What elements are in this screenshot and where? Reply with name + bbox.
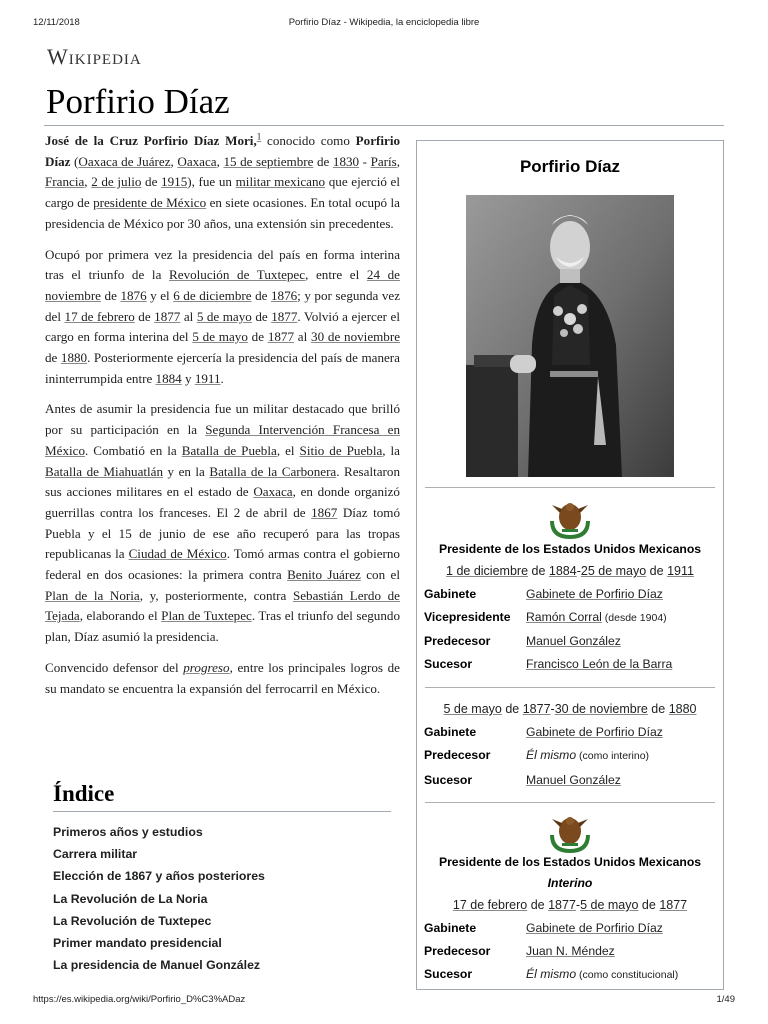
row-value-link[interactable]: Ramón Corral	[526, 610, 602, 624]
text: y el	[146, 287, 174, 303]
link-1877[interactable]: 1877	[271, 308, 298, 324]
link-paris[interactable]: París	[370, 153, 397, 169]
row-note: (como constitucional)	[576, 969, 679, 981]
row-label: Vicepresidente	[424, 610, 511, 624]
text: de	[251, 287, 271, 303]
toc-item[interactable]: Primer mandato presidencial	[53, 935, 222, 950]
link-ciudad-mexico[interactable]: Ciudad de México	[128, 546, 227, 562]
paragraph-intro	[45, 131, 400, 235]
interim-label: Interino	[547, 876, 593, 890]
text: ,	[84, 174, 92, 190]
row-label: Sucesor	[424, 773, 473, 787]
row-label: Predecesor	[424, 748, 491, 762]
row-value-link[interactable]: Gabinete de Porfirio Díaz	[526, 587, 663, 601]
row-note: (como interino)	[576, 750, 650, 762]
text: de	[646, 564, 668, 578]
infobox-row-cabinet	[424, 587, 717, 605]
paragraph-progress	[45, 658, 400, 699]
toc-item[interactable]: La Revolución de La Noria	[53, 891, 208, 906]
print-footer	[33, 994, 735, 1008]
text: . Resaltaron sus acciones militares en el estado de	[45, 463, 401, 500]
text: al	[180, 308, 197, 324]
link-batalla-miahuatlan[interactable]: Batalla de Miahuatlán	[45, 463, 164, 479]
link-30-noviembre[interactable]: 30 de noviembre	[311, 329, 401, 345]
text: y en la	[163, 463, 210, 479]
row-value-link[interactable]: Francisco León de la Barra	[526, 657, 673, 671]
text: de	[134, 308, 155, 324]
infobox-row-predecessor	[424, 634, 717, 652]
link-1877[interactable]: 1877	[154, 308, 181, 324]
infobox-row-successor	[424, 773, 717, 791]
office-heading: Presidente de los Estados Unidos Mexicanos	[438, 542, 702, 556]
term-end-date-link[interactable]: 30 de noviembre	[554, 702, 648, 716]
infobox-separator	[425, 687, 715, 688]
text: de	[528, 564, 549, 578]
mexico-coat-of-arms-icon	[548, 813, 592, 853]
text: ), fue un	[187, 174, 236, 190]
text: de	[501, 702, 523, 716]
link-sitio-puebla[interactable]: Sitio de Puebla	[299, 442, 383, 458]
text: en siete ocasiones. En total ocupó la presidencia de México por 30 años, una extensión sin precedentes.	[45, 195, 400, 231]
link-17-febrero[interactable]: 17 de febrero	[64, 308, 135, 324]
link-6-diciembre[interactable]: 6 de diciembre	[173, 287, 252, 303]
text: Díaz tomó Puebla y el 15 de junio de ese año recuperó para las tropas republicanas la	[45, 504, 400, 562]
portrait-photo[interactable]	[466, 195, 674, 477]
bold-short-name: Porfirio Díaz	[45, 133, 401, 169]
link-1876[interactable]: 1876	[270, 287, 298, 303]
row-value: Él mismo	[526, 967, 577, 981]
link-1915[interactable]: 1915	[161, 174, 188, 190]
text: . Posteriormente ejercería la presidencia del país de manera ininterrumpida entre	[45, 350, 400, 386]
row-value-link[interactable]: Juan N. Méndez	[526, 944, 615, 958]
infobox-row-successor	[424, 657, 717, 675]
text: que ejerció el cargo de	[45, 174, 400, 211]
text: ,	[396, 153, 401, 169]
text: , y, posteriormente, contra	[139, 587, 293, 603]
toc-item[interactable]: Carrera militar	[53, 847, 138, 862]
link-oaxaca-de-juarez[interactable]: Oaxaca de Juárez	[78, 153, 171, 169]
infobox-row-predecessor	[424, 944, 717, 962]
term-end-date-link[interactable]: 5 de mayo	[580, 898, 639, 912]
text: de	[141, 174, 162, 190]
text: , en donde organizó guerrillas contra los franceses. El 2 de abril de	[45, 484, 400, 520]
link-5-mayo[interactable]: 5 de mayo	[192, 329, 248, 345]
infobox	[416, 140, 724, 990]
link-progreso[interactable]: progreso	[183, 659, 230, 675]
infobox-title: Porfirio Díaz	[519, 157, 621, 176]
term-start-date-link[interactable]: 5 de mayo	[443, 702, 502, 716]
text: de	[313, 153, 333, 169]
link-presidente-mexico[interactable]: presidente de México	[93, 195, 207, 211]
text: Ocupó por primera vez la presidencia del país en forma interina tras el triunfo de la	[45, 246, 400, 283]
link-militar-mexicano[interactable]: militar mexicano	[235, 174, 326, 190]
infobox-row-cabinet	[424, 725, 717, 743]
link-francia[interactable]: Francia	[45, 174, 85, 190]
term-start-year-link[interactable]: 1884	[548, 564, 577, 578]
text: (	[70, 153, 79, 169]
link-1911[interactable]: 1911	[194, 370, 221, 386]
infobox-row-predecessor	[424, 748, 717, 766]
link-1877[interactable]: 1877	[267, 329, 295, 345]
link-oaxaca[interactable]: Oaxaca	[177, 153, 217, 169]
term-start-date-link[interactable]: 1 de diciembre	[446, 564, 529, 578]
infobox-row-cabinet	[424, 921, 717, 939]
paragraph-presidencies	[45, 245, 400, 390]
row-value-link[interactable]: Manuel González	[526, 773, 621, 787]
row-label: Sucesor	[424, 657, 473, 671]
term-end-date-link[interactable]: 25 de mayo	[580, 564, 647, 578]
text: de	[527, 898, 549, 912]
text: ; y por segunda vez del	[45, 287, 401, 324]
link-2-julio[interactable]: 2 de julio	[91, 174, 142, 190]
office-heading: Presidente de los Estados Unidos Mexicanos	[438, 855, 702, 869]
text: -	[575, 898, 581, 912]
link-segunda-intervencion[interactable]: Segunda Intervención Francesa en México	[45, 422, 400, 458]
text: de	[638, 898, 660, 912]
print-page-title: Porfirio Díaz - Wikipedia, la enciclopedia libre	[288, 17, 480, 28]
row-label: Predecesor	[424, 944, 491, 958]
text: -	[550, 702, 555, 716]
row-value-link[interactable]: Gabinete de Porfirio Díaz	[526, 725, 663, 739]
bold-full-name: José de la Cruz Porfirio Díaz Mori,	[45, 133, 257, 148]
text: con el	[360, 567, 400, 583]
term-period	[417, 702, 723, 716]
row-note: (desde 1904)	[601, 612, 667, 624]
term-start-date-link[interactable]: 17 de febrero	[452, 898, 528, 912]
text: conocido como	[261, 133, 356, 148]
text: de	[247, 329, 268, 345]
text: Convencido defensor del	[45, 659, 184, 675]
text: de	[101, 287, 121, 303]
print-header	[33, 17, 735, 31]
link-plan-tuxtepec[interactable]: Plan de Tuxtepec	[161, 608, 252, 624]
toc-item[interactable]: La Revolución de Tuxtepec	[53, 913, 212, 928]
text: y	[181, 370, 195, 386]
link-lerdo-de-tejada[interactable]: Sebastián Lerdo de Tejada	[45, 587, 400, 624]
text: . Tras el triunfo del segundo plan, Díaz asumió la presidencia.	[45, 608, 400, 645]
text: ,	[170, 153, 178, 169]
row-label: Gabinete	[424, 921, 477, 935]
link-24-noviembre[interactable]: 24 de noviembre	[45, 267, 400, 303]
text: . Volvió a ejercer el cargo en forma interina del	[45, 308, 401, 345]
infobox-row-vicepresident	[424, 610, 717, 628]
toc-item[interactable]: La presidencia de Manuel González	[53, 958, 261, 973]
text: , el	[276, 442, 300, 458]
paragraph-military	[45, 399, 400, 647]
infobox-separator	[425, 802, 715, 803]
row-label: Gabinete	[424, 725, 477, 739]
infobox-separator	[425, 487, 715, 488]
row-value-link[interactable]: Manuel González	[526, 634, 621, 648]
text: .	[220, 370, 224, 386]
text: , entre los principales logros de su mandato se encuentra la expansión del ferrocarril en México.	[45, 659, 400, 696]
link-plan-noria[interactable]: Plan de la Noria	[45, 587, 140, 603]
row-label: Gabinete	[424, 587, 477, 601]
text: , la	[382, 442, 400, 458]
row-value: Él mismo	[526, 748, 577, 762]
row-label: Predecesor	[424, 634, 491, 648]
article-body	[45, 131, 400, 709]
print-page-number: 1/49	[716, 994, 735, 1005]
toc-item[interactable]: Primeros años y estudios	[53, 825, 203, 839]
text: Antes de asumir la presidencia fue un militar destacado que brilló por su participación en la	[45, 401, 400, 438]
link-1884[interactable]: 1884	[155, 370, 182, 386]
term-period	[417, 564, 723, 578]
text: . Combatió en la	[85, 442, 182, 458]
page-title: Porfirio Díaz	[46, 82, 230, 121]
text: , entre el	[305, 267, 367, 283]
toc-item[interactable]: Elección de 1867 y años posteriores	[53, 869, 265, 884]
print-date: 12/11/2018	[33, 17, 80, 28]
term-start-year-link[interactable]: 1877	[522, 702, 551, 716]
print-url: https://es.wikipedia.org/wiki/Porfirio_D%C3%ADaz	[33, 994, 246, 1005]
title-divider	[44, 125, 724, 126]
link-revolucion-tuxtepec[interactable]: Revolución de Tuxtepec	[169, 267, 306, 283]
term-start-year-link[interactable]: 1877	[548, 898, 576, 912]
link-batalla-puebla[interactable]: Batalla de Puebla	[181, 442, 277, 458]
link-15-septiembre[interactable]: 15 de septiembre	[223, 153, 314, 169]
table-of-contents	[53, 781, 391, 979]
row-value-link[interactable]: Gabinete de Porfirio Díaz	[526, 921, 663, 935]
reference-link[interactable]: 1	[256, 131, 262, 142]
text: -	[359, 153, 371, 169]
link-oaxaca[interactable]: Oaxaca	[253, 484, 293, 500]
link-benito-juarez[interactable]: Benito Juárez	[287, 567, 361, 583]
row-label: Sucesor	[424, 967, 473, 981]
link-1880[interactable]: 1880	[60, 350, 88, 366]
link-1867[interactable]: 1867	[311, 504, 338, 520]
text: ,	[216, 153, 224, 169]
text: de	[251, 308, 272, 324]
link-1830[interactable]: 1830	[332, 153, 360, 169]
term-end-year-link[interactable]: 1880	[668, 702, 697, 716]
mexico-coat-of-arms-icon	[548, 499, 592, 539]
link-1876[interactable]: 1876	[120, 287, 147, 303]
term-end-year-link[interactable]: 1911	[667, 564, 694, 578]
text: . Tomó armas contra el gobierno federal en dos ocasiones: la primera contra	[45, 546, 400, 583]
text: al	[294, 329, 312, 345]
term-end-year-link[interactable]: 1877	[659, 898, 688, 912]
text: de	[647, 702, 669, 716]
text: , elaborando el	[79, 608, 162, 624]
infobox-row-successor	[424, 967, 717, 985]
link-5-mayo[interactable]: 5 de mayo	[196, 308, 252, 324]
term-period	[417, 898, 723, 912]
wikipedia-wordmark[interactable]: Wikipedia	[47, 44, 142, 69]
link-batalla-carbonera[interactable]: Batalla de la Carbonera	[209, 463, 337, 479]
toc-title: Índice	[53, 781, 391, 812]
text: -	[576, 564, 581, 578]
text: de	[45, 350, 61, 366]
